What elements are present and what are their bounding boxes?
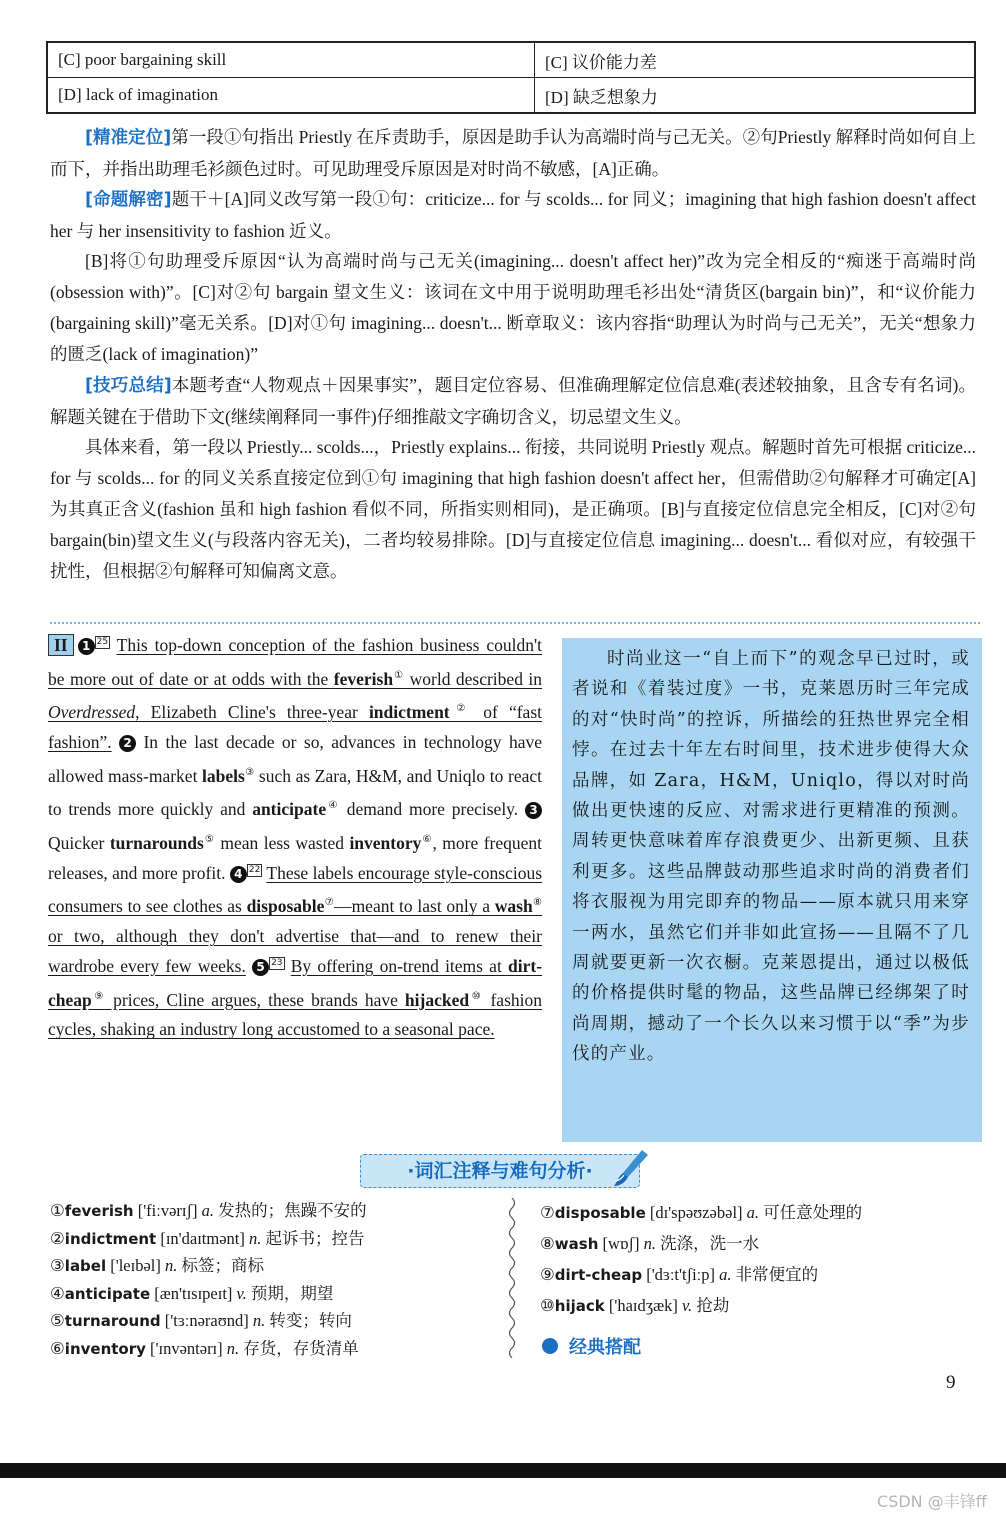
page-number: 9 (946, 1372, 956, 1393)
analysis-distractors: [B]将①句助理受斥原因“认为高端时尚与己无关(imagining... doesn't affect her)”改为完全相反的“痴迷于高端时尚(obsession with)”。[C]对②句 bargain 望文生义：该词在文中用于说明助理毛衫出处“清货区(bargain bin)”，和“议价能力(bargaining skill)”毫无关系。[D]对①句 imagining... doesn't... 断章取义：该内容指“助理认为时尚与己无关”，无关“想象力的匮乏(lack of imagination)” (50, 251, 976, 364)
analysis-text-4: 本题考查“人物观点＋因果事实”，题目定位容易、但准确理解定位信息难(表述较抽象，且含专有名词)。解题关键在于借助下文(继续阐释同一事件)仔细推敲文字确切含义，切忌望文生义。 (50, 375, 976, 427)
reading-passage: II 1 25 This top-down conception of the fashion business couldn't be more out of date or at odds with the feverish① world described in Overdressed, Elizabeth Cline's three-year indictment② of “fast fashion”. 2 In the last decade or so, advances in technology have allowed mass-market labels③ such as Zara, H&M, and Uniqlo to react to trends more quickly and anticipate④ demand more precisely. 3 Quicker turnarounds⑤ mean less wasted inventory⑥, more frequent releases, and more profit. 4 22 These labels encourage style-conscious consumers to see clothes as disposable⑦—meant to last only a wash⑧ or two, although they don't advertise that—and to renew their wardrobe every few weeks. 5 23 By offering on-trend items at dirt-cheap⑨ prices, Cline argues, these brands have hijacked⑩ fashion cycles, shaking an industry long accustomed to a seasonal pace. (48, 635, 543, 1040)
analysis-question-decoding (50, 184, 976, 247)
vocab-list-left (50, 1197, 367, 1363)
section-roman-numeral: II (48, 634, 74, 656)
vocab-item: ②indictment [ɪn'daɪtmənt] n. 起诉书；控告 (50, 1228, 365, 1248)
vocab-item: ⑧wash [wɒʃ] n. 洗涤，洗一水 (540, 1234, 760, 1253)
word-wash: wash (494, 896, 533, 917)
wavy-divider (505, 1198, 519, 1358)
sentence-number-2: 2 (119, 735, 136, 752)
tag-skill-summary: [技巧总结] (85, 376, 172, 396)
question-marker-22: 22 (248, 864, 261, 875)
collocation-heading: 经典搭配 (569, 1337, 641, 1358)
tag-question-decoding: [命题解密] (85, 190, 172, 210)
section-divider (50, 622, 980, 624)
options-table (46, 41, 976, 114)
vocab-item: ④anticipate [æn'tɪsɪpeɪt] v. 预期，期望 (50, 1283, 334, 1303)
translation-box (562, 638, 982, 1142)
word-hijacked: hijacked (404, 989, 470, 1010)
question-marker-23: 23 (271, 957, 283, 968)
vocab-item: ①feverish ['fiːvərɪʃ] a. 发热的；焦躁不安的 (50, 1201, 367, 1220)
translation-text: 时尚业这一“自上而下”的观念早已过时，或者说和《着装过度》一书，克莱恩历时三年完成的对“快时尚”的控诉，所描绘的狂热世界完全相悖。在过去十年左右时间里，技术进步使得大众品牌，如 Zara，H&M，Uniqlo，得以对时尚做出更快速的反应、对需求进行更精准的预测。周转更快意味着库存浪费更少、出新更频、且获利更多。这些品牌鼓动那些追求时尚的消费者们将衣服视为用完即弃的物品——原本就只用来穿一两水，虽然它们并非如此宣扬——且隔不了几周就要更新一次衣橱。克莱恩提出，通过以极低的价格提供时髦的物品，这些品牌已经绑架了时尚周期，撼动了一个长久以来习惯于以“季”为步伐的产业。 (572, 649, 970, 1065)
option-c-en: [C] poor bargaining skill (47, 42, 535, 78)
vocab-item: ③label ['leɪbəl] n. 标签；商标 (50, 1256, 264, 1276)
watermark: CSDN @丰锋ff (877, 1492, 987, 1511)
option-row-c (47, 42, 975, 78)
tag-precise-location: [精准定位] (85, 128, 172, 148)
analysis-detail: 具体来看，第一段以 Priestly... scolds...，Priestly explains... 衔接，共同说明 Priestly 观点。解题时首先可根据 criticize... for 与 scolds... for 的同义关系直接定位到①句 imagining that high fashion doesn't affect her，但需借助②句解释才可确定[A]为其真正含义(fashion 虽和 high fashion 看似不同，所指实则相同)，是正确项。[B]与直接定位信息完全相反，[C]对②句 bargain(bin)望文生义(与段落内容无关)，二者均较易排除。[D]与直接定位信息 imagining... doesn't... 看似对应，有较强干扰性，但根据②句解释可知偏离文意。 (50, 437, 976, 581)
word-inventory: inventory (349, 832, 422, 853)
question-marker-25: 25 (96, 637, 109, 647)
vocab-list-right (540, 1197, 862, 1321)
sentence-number-4: 4 (230, 866, 247, 883)
word-disposable: disposable (246, 896, 325, 917)
sentence-number-1: 1 (78, 638, 95, 655)
option-row-d (47, 78, 975, 114)
vocab-item: ⑨dirt-cheap ['dɜːt'tʃiːp] a. 非常便宜的 (540, 1265, 819, 1284)
vocab-item: ⑥inventory ['ɪnvəntərɪ] n. 存货，存货清单 (50, 1338, 359, 1358)
option-d-en: [D] lack of imagination (47, 78, 535, 114)
analysis-skill-summary (50, 370, 976, 433)
word-dirt-cheap: dirt-cheap (48, 955, 543, 1010)
word-anticipate: anticipate (252, 799, 327, 820)
vocab-item: ⑩hijack ['haɪdʒæk] v. 抢劫 (540, 1296, 730, 1315)
bullet-icon (542, 1338, 558, 1354)
brush-icon (612, 1147, 650, 1189)
sentence-number-5: 5 (252, 959, 269, 976)
option-c-zh: [C] 议价能力差 (535, 42, 976, 78)
vocab-item: ⑤turnaround ['tɜːnəraʊnd] n. 转变；转向 (50, 1311, 352, 1331)
analysis-precise-location (50, 122, 976, 185)
analysis-text-1: 第一段①句指出 Priestly 在斥责助手，原因是助手认为高端时尚与己无关。②句Priestly 解释时尚如何自上而下，并指出助理毛衫颜色过时。可见助理受斥原因是对时尚不敏感，[A]正确。 (50, 127, 977, 179)
word-labels: labels (202, 765, 245, 786)
word-indictment: indictment (368, 702, 450, 723)
vocab-section-header: ·词汇注释与难句分析· (360, 1154, 640, 1188)
vocab-item: ⑦disposable [dɪ'spəʊzəbəl] a. 可任意处理的 (540, 1203, 863, 1222)
word-feverish: feverish (333, 668, 394, 689)
sentence-number-3: 3 (525, 802, 542, 819)
analysis-text-2: 题干＋[A]同义改写第一段①句：criticize... for 与 scolds... for 同义；imagining that high fashion doesn't affect her 与 her insensitivity to fashion 近义。 (50, 189, 976, 241)
word-turnarounds: turnarounds (109, 832, 204, 853)
bottom-bar (0, 1463, 1006, 1478)
option-d-zh: [D] 缺乏想象力 (535, 78, 976, 114)
book-title: Overdressed (48, 702, 136, 723)
